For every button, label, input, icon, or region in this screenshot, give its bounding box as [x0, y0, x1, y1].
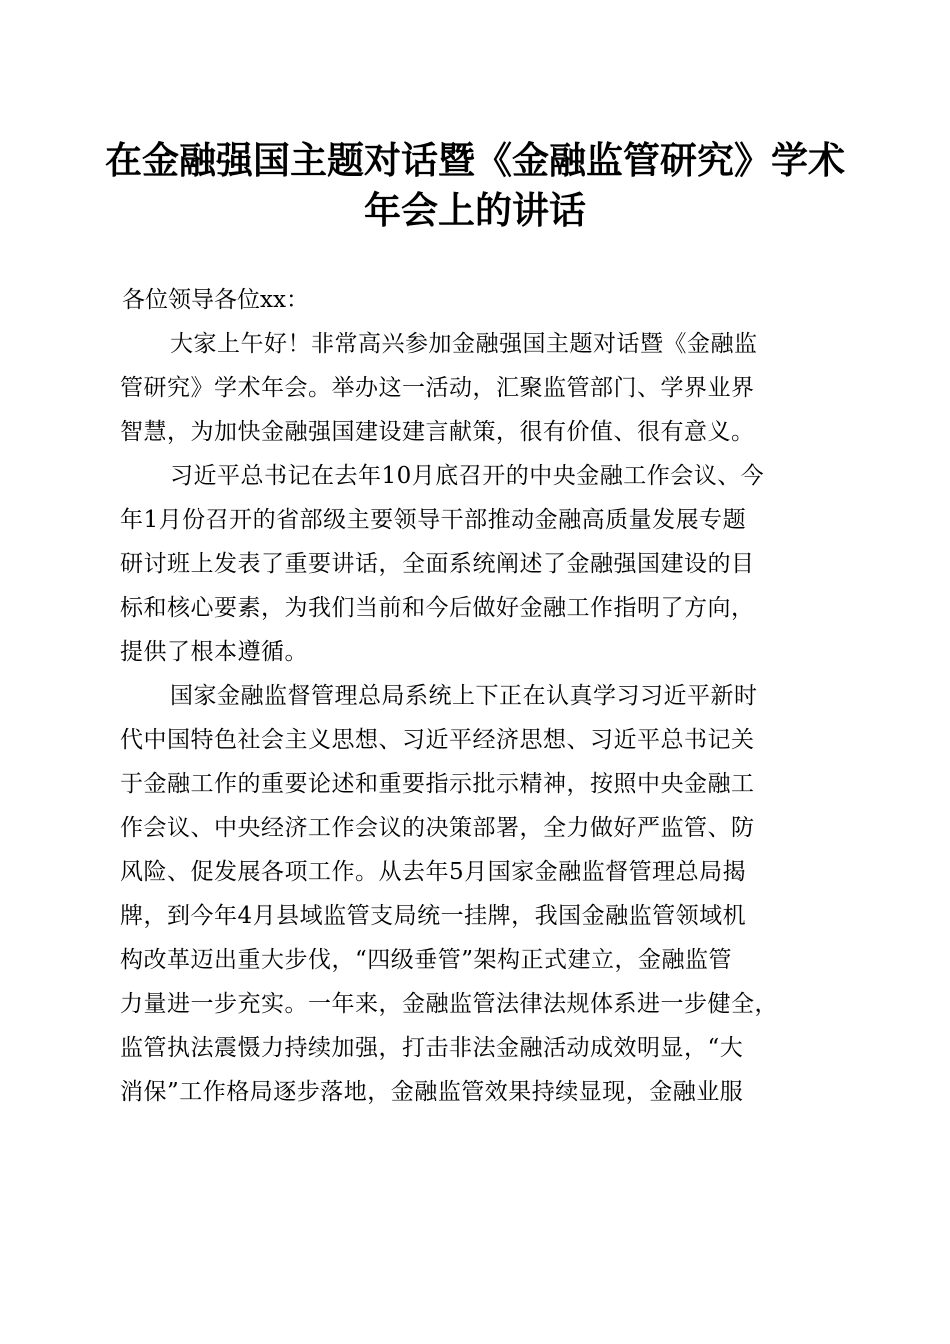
salutation: 各位领导各位xx：: [122, 287, 309, 313]
paragraph-line: 标和核心要素，为我们当前和今后做好金融工作指明了方向，: [120, 595, 755, 621]
paragraph-line: 智慧，为加快金融强国建设建言献策，很有价值、很有意义。: [120, 419, 755, 445]
paragraph-line: 作会议、中央经济工作会议的决策部署，全力做好严监管、防: [120, 815, 755, 841]
paragraph-line: 代中国特色社会主义思想、习近平经济思想、习近平总书记关: [120, 727, 755, 753]
paragraph-line: 于金融工作的重要论述和重要指示批示精神，按照中央金融工: [120, 771, 755, 797]
paragraph-line: 监管执法震慑力持续加强，打击非法金融活动成效明显，“大: [120, 1035, 744, 1061]
paragraph-line: 研讨班上发表了重要讲话，全面系统阐述了金融强国建设的目: [120, 551, 755, 577]
paragraph-1: [120, 322, 840, 454]
document-title-line-2: 年会上的讲话: [364, 188, 586, 232]
paragraph-line: 管研究》学术年会。举办这一活动，汇聚监管部门、学界业界: [120, 375, 755, 401]
paragraph-3: [120, 674, 840, 1114]
paragraph-line: 提供了根本遵循。: [120, 639, 308, 665]
paragraph-2: [120, 454, 840, 674]
document-title-line-1: 在金融强国主题对话暨《金融监管研究》学术: [105, 138, 845, 182]
paragraph-line: 消保”工作格局逐步落地，金融监管效果持续显现，金融业服: [120, 1079, 744, 1105]
document-body: [120, 278, 840, 1114]
paragraph-line: 习近平总书记在去年10月底召开的中央金融工作会议、今: [170, 463, 765, 489]
paragraph-line: 力量进一步充实。一年来，金融监管法律法规体系进一步健全，: [120, 991, 778, 1017]
paragraph-line: 年1月份召开的省部级主要领导干部推动金融高质量发展专题: [120, 507, 747, 533]
paragraph-line: 风险、促发展各项工作。从去年5月国家金融监督管理总局揭: [120, 859, 747, 885]
paragraph-line: 牌，到今年4月县域监管支局统一挂牌，我国金融监管领域机: [120, 903, 747, 929]
paragraph-line: 国家金融监督管理总局系统上下正在认真学习习近平新时: [170, 683, 758, 709]
paragraph-line: 大家上午好！非常高兴参加金融强国主题对话暨《金融监: [170, 331, 758, 357]
paragraph-line: 构改革迈出重大步伐，“四级垂管”架构正式建立，金融监管: [120, 947, 733, 973]
